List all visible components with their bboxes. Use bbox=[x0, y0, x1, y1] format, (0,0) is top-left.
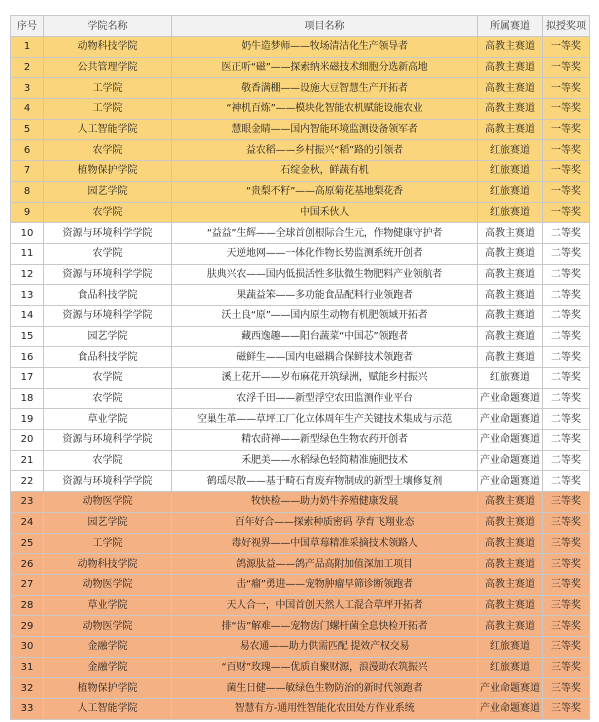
project-name-cell: “益益”生辉——全球首创根际合生元，作物健康守护者 bbox=[172, 223, 478, 244]
project-name-cell: 鹤瑶尽散——基于畸石育废弃物制成的新型土壤修复剂 bbox=[172, 471, 478, 492]
award-cell: 三等奖 bbox=[543, 657, 590, 678]
award-cell: 三等奖 bbox=[543, 636, 590, 657]
serial-number-cell: 12 bbox=[11, 264, 44, 285]
serial-number-cell: 21 bbox=[11, 450, 44, 471]
header-serial-number: 序号 bbox=[11, 16, 44, 37]
college-name-cell: 食品科技学院 bbox=[44, 285, 172, 306]
award-cell: 一等奖 bbox=[543, 202, 590, 223]
table-row bbox=[11, 492, 590, 513]
table-row bbox=[11, 119, 590, 140]
project-name-cell: 空巢生革——草坪工厂化立体周年生产关键技术集成与示范 bbox=[172, 409, 478, 430]
serial-number-cell: 20 bbox=[11, 430, 44, 451]
track-cell: 高教主赛道 bbox=[478, 119, 543, 140]
college-name-cell: 工学院 bbox=[44, 533, 172, 554]
project-name-cell: 精农莳禅——新型绿色生物农药开创者 bbox=[172, 430, 478, 451]
table-row bbox=[11, 140, 590, 161]
award-cell: 二等奖 bbox=[543, 285, 590, 306]
table-row bbox=[11, 595, 590, 616]
project-name-cell: 农浮千田——新型浮空农田监测作业平台 bbox=[172, 388, 478, 409]
award-cell: 二等奖 bbox=[543, 305, 590, 326]
table-row bbox=[11, 161, 590, 182]
award-cell: 二等奖 bbox=[543, 409, 590, 430]
serial-number-cell: 9 bbox=[11, 202, 44, 223]
track-cell: 产业命题赛道 bbox=[478, 430, 543, 451]
table-row bbox=[11, 305, 590, 326]
college-name-cell: 动物科技学院 bbox=[44, 554, 172, 575]
college-name-cell: 农学院 bbox=[44, 450, 172, 471]
track-cell: 高教主赛道 bbox=[478, 57, 543, 78]
track-cell: 高教主赛道 bbox=[478, 243, 543, 264]
serial-number-cell: 30 bbox=[11, 636, 44, 657]
award-cell: 二等奖 bbox=[543, 471, 590, 492]
track-cell: 红旅赛道 bbox=[478, 636, 543, 657]
table-row bbox=[11, 636, 590, 657]
award-cell: 三等奖 bbox=[543, 616, 590, 637]
project-name-cell: “贵梨不籽”——高原菊花基地梨花香 bbox=[172, 181, 478, 202]
table-row bbox=[11, 264, 590, 285]
serial-number-cell: 29 bbox=[11, 616, 44, 637]
table-row bbox=[11, 243, 590, 264]
serial-number-cell: 22 bbox=[11, 471, 44, 492]
award-cell: 一等奖 bbox=[543, 99, 590, 120]
project-name-cell: 智慧有方-通用性智能化农田处方作业系统 bbox=[172, 699, 478, 720]
track-cell: 红旅赛道 bbox=[478, 368, 543, 389]
header-row bbox=[11, 16, 590, 37]
serial-number-cell: 32 bbox=[11, 678, 44, 699]
award-cell: 二等奖 bbox=[543, 388, 590, 409]
award-cell: 一等奖 bbox=[543, 161, 590, 182]
serial-number-cell: 4 bbox=[11, 99, 44, 120]
college-name-cell: 农学院 bbox=[44, 388, 172, 409]
table-row bbox=[11, 202, 590, 223]
serial-number-cell: 11 bbox=[11, 243, 44, 264]
award-cell: 一等奖 bbox=[543, 119, 590, 140]
table-row bbox=[11, 678, 590, 699]
award-cell: 二等奖 bbox=[543, 430, 590, 451]
serial-number-cell: 16 bbox=[11, 347, 44, 368]
table-row bbox=[11, 657, 590, 678]
table-row bbox=[11, 57, 590, 78]
serial-number-cell: 1 bbox=[11, 37, 44, 58]
project-name-cell: 鸽源肽益——鸽产品高附加值深加工项目 bbox=[172, 554, 478, 575]
serial-number-cell: 5 bbox=[11, 119, 44, 140]
track-cell: 高教主赛道 bbox=[478, 285, 543, 306]
college-name-cell: 动物医学院 bbox=[44, 574, 172, 595]
project-name-cell: 牧快检——助力奶牛养殖健康发展 bbox=[172, 492, 478, 513]
track-cell: 红旅赛道 bbox=[478, 140, 543, 161]
project-name-cell: 磁鲜生——国内电磁耦合保鲜技术领跑者 bbox=[172, 347, 478, 368]
award-cell: 三等奖 bbox=[543, 533, 590, 554]
award-cell: 二等奖 bbox=[543, 368, 590, 389]
track-cell: 红旅赛道 bbox=[478, 202, 543, 223]
table-row bbox=[11, 471, 590, 492]
serial-number-cell: 6 bbox=[11, 140, 44, 161]
project-name-cell: 果蔬益笨——多功能食品配料行业领跑者 bbox=[172, 285, 478, 306]
track-cell: 高教主赛道 bbox=[478, 37, 543, 58]
college-name-cell: 园艺学院 bbox=[44, 326, 172, 347]
serial-number-cell: 25 bbox=[11, 533, 44, 554]
college-name-cell: 园艺学院 bbox=[44, 512, 172, 533]
award-cell: 一等奖 bbox=[543, 140, 590, 161]
project-name-cell: 医正听“磁”——探索纳米磁技术细胞分选新高地 bbox=[172, 57, 478, 78]
track-cell: 产业命题赛道 bbox=[478, 450, 543, 471]
table-row bbox=[11, 99, 590, 120]
college-name-cell: 植物保护学院 bbox=[44, 161, 172, 182]
award-cell: 二等奖 bbox=[543, 326, 590, 347]
serial-number-cell: 15 bbox=[11, 326, 44, 347]
project-name-cell: 天人合一，中国首创天然人工混合草坪开拓者 bbox=[172, 595, 478, 616]
table-row bbox=[11, 554, 590, 575]
college-name-cell: 草业学院 bbox=[44, 595, 172, 616]
table-row bbox=[11, 409, 590, 430]
award-cell: 三等奖 bbox=[543, 595, 590, 616]
project-name-cell: 益农稻——乡村振兴“稻”路的引领者 bbox=[172, 140, 478, 161]
award-cell: 二等奖 bbox=[543, 223, 590, 244]
award-cell: 一等奖 bbox=[543, 57, 590, 78]
track-cell: 产业命题赛道 bbox=[478, 409, 543, 430]
track-cell: 高教主赛道 bbox=[478, 223, 543, 244]
project-name-cell: 溪上花开——岁布麻花开筑绿洲，赋能乡村振兴 bbox=[172, 368, 478, 389]
serial-number-cell: 13 bbox=[11, 285, 44, 306]
table-row bbox=[11, 78, 590, 99]
college-name-cell: 农学院 bbox=[44, 368, 172, 389]
college-name-cell: 草业学院 bbox=[44, 409, 172, 430]
award-cell: 三等奖 bbox=[543, 678, 590, 699]
college-name-cell: 公共管理学院 bbox=[44, 57, 172, 78]
college-name-cell: 资源与环境科学学院 bbox=[44, 430, 172, 451]
track-cell: 红旅赛道 bbox=[478, 657, 543, 678]
project-name-cell: 天逆地网——一体化作物长势监测系统开创者 bbox=[172, 243, 478, 264]
award-cell: 三等奖 bbox=[543, 512, 590, 533]
table-row bbox=[11, 430, 590, 451]
project-name-cell: “百财”玫瑰——优质自聚财源，浪漫助农筑振兴 bbox=[172, 657, 478, 678]
table-row bbox=[11, 368, 590, 389]
project-name-cell: 藏西逸趣——阳台蔬菜“中国芯”领跑者 bbox=[172, 326, 478, 347]
project-name-cell: 敬香满棚——设施大豆智慧生产开拓者 bbox=[172, 78, 478, 99]
award-cell: 三等奖 bbox=[543, 554, 590, 575]
table-row bbox=[11, 450, 590, 471]
track-cell: 高教主赛道 bbox=[478, 305, 543, 326]
serial-number-cell: 10 bbox=[11, 223, 44, 244]
college-name-cell: 园艺学院 bbox=[44, 181, 172, 202]
college-name-cell: 资源与环境科学学院 bbox=[44, 264, 172, 285]
college-name-cell: 资源与环境科学学院 bbox=[44, 305, 172, 326]
track-cell: 产业命题赛道 bbox=[478, 678, 543, 699]
table-row bbox=[11, 388, 590, 409]
table-row bbox=[11, 574, 590, 595]
project-name-cell: 排“齿”解难——宠物齿门螺杆菌全息快检开拓者 bbox=[172, 616, 478, 637]
serial-number-cell: 8 bbox=[11, 181, 44, 202]
project-name-cell: 易农通——助力供需匹配 提效产权交易 bbox=[172, 636, 478, 657]
project-name-cell: 百年好合——探索种质密码 孕育飞翔业态 bbox=[172, 512, 478, 533]
project-name-cell: 肤典兴农——国内低损活性多肽微生物肥料产业领航者 bbox=[172, 264, 478, 285]
table-row bbox=[11, 37, 590, 58]
college-name-cell: 资源与环境科学学院 bbox=[44, 223, 172, 244]
project-name-cell: 击“瘤”勇进——宠物肿瘤早筛诊断领跑者 bbox=[172, 574, 478, 595]
college-name-cell: 农学院 bbox=[44, 243, 172, 264]
table-row bbox=[11, 326, 590, 347]
table-row bbox=[11, 699, 590, 720]
college-name-cell: 食品科技学院 bbox=[44, 347, 172, 368]
serial-number-cell: 2 bbox=[11, 57, 44, 78]
header-award: 拟授奖项 bbox=[543, 16, 590, 37]
award-cell: 二等奖 bbox=[543, 243, 590, 264]
college-name-cell: 农学院 bbox=[44, 202, 172, 223]
college-name-cell: 植物保护学院 bbox=[44, 678, 172, 699]
track-cell: 高教主赛道 bbox=[478, 99, 543, 120]
award-table bbox=[10, 15, 590, 720]
award-cell: 二等奖 bbox=[543, 450, 590, 471]
track-cell: 产业命题赛道 bbox=[478, 471, 543, 492]
table-body bbox=[11, 37, 590, 720]
table-row bbox=[11, 181, 590, 202]
college-name-cell: 农学院 bbox=[44, 140, 172, 161]
college-name-cell: 动物医学院 bbox=[44, 616, 172, 637]
table-row bbox=[11, 347, 590, 368]
track-cell: 高教主赛道 bbox=[478, 616, 543, 637]
track-cell: 高教主赛道 bbox=[478, 78, 543, 99]
project-name-cell: 菌生日健——敏绿色生物防治的新时代领跑者 bbox=[172, 678, 478, 699]
project-name-cell: 毒好视界——中国草莓精准采摘技术领路人 bbox=[172, 533, 478, 554]
serial-number-cell: 26 bbox=[11, 554, 44, 575]
table-row bbox=[11, 533, 590, 554]
college-name-cell: 动物科技学院 bbox=[44, 37, 172, 58]
track-cell: 高教主赛道 bbox=[478, 595, 543, 616]
serial-number-cell: 31 bbox=[11, 657, 44, 678]
serial-number-cell: 3 bbox=[11, 78, 44, 99]
award-cell: 三等奖 bbox=[543, 492, 590, 513]
project-name-cell: 石绽金秋，鲜蔬有机 bbox=[172, 161, 478, 182]
college-name-cell: 人工智能学院 bbox=[44, 119, 172, 140]
serial-number-cell: 18 bbox=[11, 388, 44, 409]
header-track: 所属赛道 bbox=[478, 16, 543, 37]
serial-number-cell: 28 bbox=[11, 595, 44, 616]
award-cell: 三等奖 bbox=[543, 699, 590, 720]
project-name-cell: 奶牛造梦师——牧场清洁化生产领导者 bbox=[172, 37, 478, 58]
college-name-cell: 工学院 bbox=[44, 78, 172, 99]
track-cell: 高教主赛道 bbox=[478, 554, 543, 575]
track-cell: 高教主赛道 bbox=[478, 347, 543, 368]
serial-number-cell: 33 bbox=[11, 699, 44, 720]
track-cell: 高教主赛道 bbox=[478, 264, 543, 285]
college-name-cell: 资源与环境科学学院 bbox=[44, 471, 172, 492]
project-name-cell: 禾肥美——水稻绿色轻简精准施肥技术 bbox=[172, 450, 478, 471]
project-name-cell: 中国禾伙人 bbox=[172, 202, 478, 223]
award-cell: 三等奖 bbox=[543, 574, 590, 595]
award-cell: 二等奖 bbox=[543, 347, 590, 368]
project-name-cell: 沃土良“原”——国内原生动物有机肥领域开拓者 bbox=[172, 305, 478, 326]
serial-number-cell: 24 bbox=[11, 512, 44, 533]
college-name-cell: 工学院 bbox=[44, 99, 172, 120]
serial-number-cell: 17 bbox=[11, 368, 44, 389]
header-college-name: 学院名称 bbox=[44, 16, 172, 37]
track-cell: 高教主赛道 bbox=[478, 512, 543, 533]
college-name-cell: 人工智能学院 bbox=[44, 699, 172, 720]
serial-number-cell: 19 bbox=[11, 409, 44, 430]
award-cell: 二等奖 bbox=[543, 264, 590, 285]
track-cell: 红旅赛道 bbox=[478, 181, 543, 202]
college-name-cell: 金融学院 bbox=[44, 636, 172, 657]
serial-number-cell: 27 bbox=[11, 574, 44, 595]
track-cell: 红旅赛道 bbox=[478, 161, 543, 182]
track-cell: 高教主赛道 bbox=[478, 574, 543, 595]
project-name-cell: “神机百炼”——模块化智能农机赋能设施农业 bbox=[172, 99, 478, 120]
table-row bbox=[11, 616, 590, 637]
serial-number-cell: 23 bbox=[11, 492, 44, 513]
award-cell: 一等奖 bbox=[543, 78, 590, 99]
track-cell: 高教主赛道 bbox=[478, 326, 543, 347]
table-row bbox=[11, 512, 590, 533]
award-cell: 一等奖 bbox=[543, 37, 590, 58]
track-cell: 产业命题赛道 bbox=[478, 388, 543, 409]
award-cell: 一等奖 bbox=[543, 181, 590, 202]
serial-number-cell: 7 bbox=[11, 161, 44, 182]
serial-number-cell: 14 bbox=[11, 305, 44, 326]
track-cell: 高教主赛道 bbox=[478, 533, 543, 554]
header-project-name: 项目名称 bbox=[172, 16, 478, 37]
table-row bbox=[11, 223, 590, 244]
track-cell: 产业命题赛道 bbox=[478, 699, 543, 720]
track-cell: 高教主赛道 bbox=[478, 492, 543, 513]
table-row bbox=[11, 285, 590, 306]
college-name-cell: 动物医学院 bbox=[44, 492, 172, 513]
college-name-cell: 金融学院 bbox=[44, 657, 172, 678]
project-name-cell: 慧眼金睛——国内智能环境监测设备领军者 bbox=[172, 119, 478, 140]
